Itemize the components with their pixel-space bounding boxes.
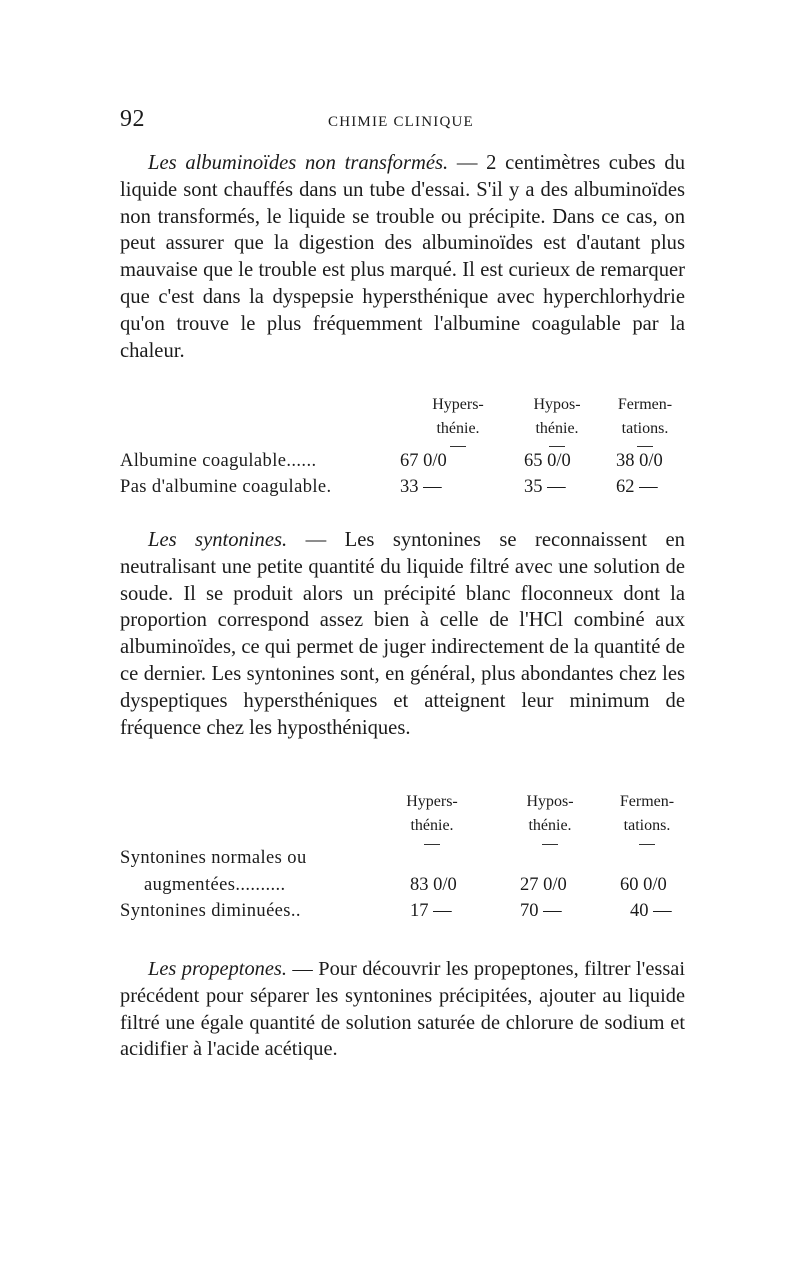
row-label: Albumine coagulable...... — [120, 451, 317, 471]
paragraph-title: Les propeptones. — [148, 958, 287, 980]
column-header-line: tations. — [621, 420, 669, 437]
column-header-line: Fermen- — [617, 396, 673, 413]
table-cell: 83 0/0 — [410, 875, 457, 895]
column-header-hypersthenie — [413, 393, 503, 441]
page-number: 92 — [120, 106, 145, 132]
header-rule — [549, 446, 565, 447]
header-rule — [639, 844, 655, 845]
column-header-fermentations — [602, 790, 692, 838]
paragraph-albuminoides — [120, 150, 685, 364]
column-header-line: thénie. — [528, 817, 572, 834]
paragraph-propeptones — [120, 956, 685, 1063]
table-cell: 62 — — [616, 477, 658, 497]
paragraph-title: Les albuminoïdes non transformés. — [148, 152, 449, 174]
page-header — [120, 106, 685, 136]
table-cell: 38 0/0 — [616, 451, 663, 471]
table-cell: 60 0/0 — [620, 875, 667, 895]
paragraph-text: — Pour découvrir les propeptones, filtrer l'essai précédent pour séparer les syntonines précipitées, ajouter au liquide filtré une égale quantité de solution saturée de chlorure de sodium et acidifier à l'acide acétique. — [120, 958, 685, 1061]
column-header-line: thénie. — [410, 817, 454, 834]
row-label: Syntonines normales ou — [120, 848, 307, 868]
column-header-hyposthenie — [505, 790, 595, 838]
table-cell: 67 0/0 — [400, 451, 447, 471]
table-cell: 35 — — [524, 477, 566, 497]
paragraph-syntonines — [120, 527, 685, 741]
column-header-line: thénie. — [436, 420, 480, 437]
column-header-line: Hypers- — [432, 396, 484, 413]
column-header-line: Hypos- — [533, 396, 581, 413]
table-cell: 70 — — [520, 901, 562, 921]
table-cell: 40 — — [630, 901, 672, 921]
table-syntonines — [120, 790, 685, 930]
column-header-hypersthenie — [387, 790, 477, 838]
column-header-line: Fermen- — [619, 793, 675, 810]
table-cell: 27 0/0 — [520, 875, 567, 895]
header-rule — [637, 446, 653, 447]
column-header-hyposthenie — [512, 393, 602, 441]
table-cell: 33 — — [400, 477, 442, 497]
table-cell: 17 — — [410, 901, 452, 921]
paragraph-text: — 2 centimètres cubes du liquide sont chauffés dans un tube d'essai. S'il y a des albuminoïdes non transformés, le liquide se trouble ou précipite. Dans ce cas, on peut assurer que la digestion des albuminoïdes est d'autant plus mauvaise que le trouble est plus marqué. Il est curieux de remarquer que c'est dans la dyspepsie hypersthénique avec hyperchlorhydrie qu'on trouve le plus fréquemment l'albumine coagulable par la chaleur. — [120, 152, 685, 362]
header-rule — [424, 844, 440, 845]
column-header-fermentations — [600, 393, 690, 441]
paragraph-title: Les syntonines. — [148, 529, 288, 551]
paragraph-text: — Les syntonines se reconnaissent en neutralisant une petite quantité du liquide filtré avec une solution de soude. Il se produit alors un précipité blanc floconneux dont la proportion correspond assez bien à celle de l'HCl combiné aux albuminoïdes, ce qui permet de juger indirectement de la quantité de ce dernier. Les syntonines sont, en général, plus abondantes chez les dyspeptiques hypersthéniques et atteignent leur minimum de fréquence chez les hyposthéniques. — [120, 529, 685, 739]
column-header-line: Hypers- — [406, 793, 458, 810]
header-rule — [542, 844, 558, 845]
row-label: Pas d'albumine coagulable. — [120, 477, 332, 497]
table-cell: 65 0/0 — [524, 451, 571, 471]
running-head: CHIMIE CLINIQUE — [328, 114, 474, 130]
table-albumine — [120, 393, 685, 503]
header-rule — [450, 446, 466, 447]
row-label: Syntonines diminuées.. — [120, 901, 301, 921]
row-label: augmentées.......... — [144, 875, 286, 895]
column-header-line: thénie. — [535, 420, 579, 437]
column-header-line: tations. — [623, 817, 671, 834]
column-header-line: Hypos- — [526, 793, 574, 810]
